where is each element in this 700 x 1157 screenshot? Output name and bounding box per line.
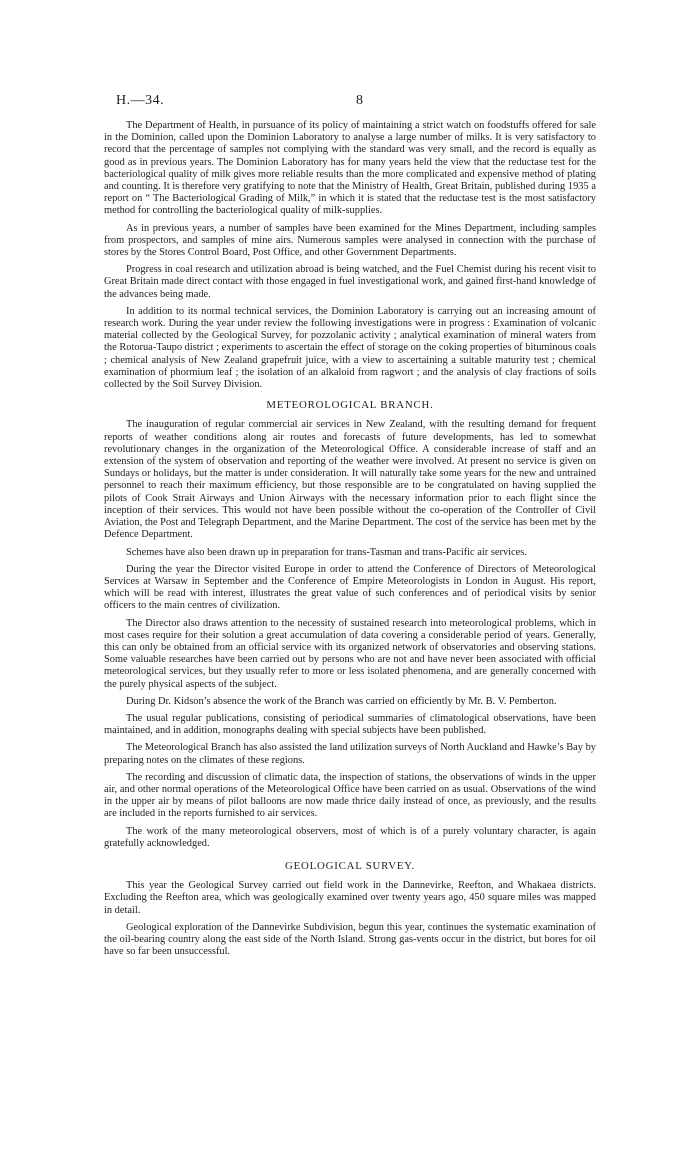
meteorological-section bbox=[104, 399, 596, 850]
document-body bbox=[104, 120, 596, 963]
intro-section bbox=[104, 120, 596, 391]
paragraph: The usual regular publications, consisting of periodical summaries of climatological observations, have been maintained, and in addition, monographs dealing with special subjects have been published. bbox=[104, 712, 596, 737]
paragraph: The work of the many meteorological observers, most of which is of a purely voluntary character, is again gratefully acknowledged. bbox=[104, 825, 596, 849]
paragraph: Progress in coal research and utilization abroad is being watched, and the Fuel Chemist during his recent visit to Great Britain made direct contact with those engaged in fuel investigational work, and gained first-hand knowledge of the advances being made. bbox=[104, 264, 596, 300]
paragraph: The inauguration of regular commercial air services in New Zealand, with the resulting demand for frequent reports of weather conditions along air routes and forecasts of future developments, has led to somewhat revolutionary changes in the organization of the Meteorological Office. A considerable increase of staff and an extension of the system of observation and reporting of the weather were involved. At present no service is given on Sundays or holidays, but the matter is under consideration. It will naturally take some years for the new and untrained personnel to reach their maximum efficiency, but those responsible are to be congratulated on having supplied the pilots of Cook Strait Airways and Union Airways with the necessary information prior to each flight since the inception of their services. This would not have been possible without the co-operation of the Controller of Civil Aviation, the Post and Telegraph Department, and the Marine Department. The cost of the service has been met by the Defence Department. bbox=[104, 419, 596, 541]
paragraph: As in previous years, a number of samples have been examined for the Mines Department, including samples from prospectors, and samples of mine airs. Numerous samples were analysed in connection with the purchase of stores by the Stores Control Board, Post Office, and other Government Departments. bbox=[104, 222, 596, 259]
geological-section bbox=[104, 860, 596, 958]
paragraph: In addition to its normal technical services, the Dominion Laboratory is carrying out an increasing amount of research work. During the year under review the following investigations were in progress : Examination of volcanic material collected by the Geological Survey, for pozzolanic activity ; analytical examination of mineral waters from the Rotorua-Taupo district ; experiments to ascertain the effect of storage on the coking properties of bituminous coals ; chemical analysis of New Zealand grapefruit juice, with a view to ascertaining a suitable maturity test ; chemical examination of phormium leaf ; the isolation of an alkaloid from ragwort ; and the analysis of clay fractions of soils collected by the Soil Survey Division. bbox=[104, 305, 596, 391]
paragraph: During Dr. Kidson’s absence the work of the Branch was carried on efficiently by Mr. B. V. Pemberton. bbox=[126, 695, 557, 707]
paragraph: This year the Geological Survey carried out field work in the Dannevirke, Reefton, and Whakaea districts. Excluding the Reefton area, which was geologically examined over twenty years ago, 450 square miles was mapped in detail. bbox=[104, 880, 596, 916]
page-header bbox=[116, 93, 594, 111]
paragraph: The Meteorological Branch has also assisted the land utilization surveys of North Auckland and Hawke’s Bay by preparing notes on the climates of these regions. bbox=[104, 742, 596, 766]
paragraph: Geological exploration of the Dannevirke Subdivision, begun this year, continues the systematic examination of the oil-bearing country along the east side of the North Island. Strong gas-vents occur in the district, but bores for oil have so far been unsuccessful. bbox=[104, 921, 596, 958]
page-number: 8 bbox=[356, 93, 364, 108]
paragraph: The Director also draws attention to the necessity of sustained research into meteorological problems, which in most cases require for their solution a great accumulation of data covering a considerable period of years. Generally, this can only be obtained from an official service with its organized network of observatories and observing stations. Some valuable researches have been carried out by persons who are not and have never been associated with official meteorological services, but they usually refer to more or less isolated phenomena, and are generally concerned with the purely physical aspects of the subject. bbox=[104, 617, 596, 690]
paragraph: During the year the Director visited Europe in order to attend the Conference of Directors of Meteorological Services at Warsaw in September and the Conference of Empire Meteorologists in London in August. His report, which will be read with interest, illustrates the great value of such conferences and of periodical visits by senior officers to the main centres of civilization. bbox=[104, 563, 596, 612]
section-heading: GEOLOGICAL SURVEY. bbox=[285, 859, 415, 872]
paragraph: Schemes have also been drawn up in preparation for trans-Tasman and trans-Pacific air services. bbox=[126, 546, 527, 558]
document-reference: H.—34. bbox=[116, 93, 165, 108]
paragraph: The recording and discussion of climatic data, the inspection of stations, the observations of winds in the upper air, and other normal operations of the Meteorological Office have been carried on as usual. Observations of the wind in the upper air by means of pilot balloons are now made thrice daily instead of once, as previously, and the results are included in the reports furnished to air services. bbox=[104, 771, 596, 820]
section-heading: METEOROLOGICAL BRANCH. bbox=[266, 399, 434, 412]
paragraph: The Department of Health, in pursuance of its policy of maintaining a strict watch on foodstuffs offered for sale in the Dominion, called upon the Dominion Laboratory to analyse a large number of milks. It is very satisfactory to record that the percentage of samples not complying with the standard was very small, and the record is equally as good as in previous years. The Dominion Laboratory has for many years held the view that the reductase test for the bacteriological quality of milk gives more reliable results than the more complicated and expensive method of plating and counting. It is therefore very gratifying to note that the Ministry of Health, Great Britain, published during 1935 a report on “ The Bacteriological Grading of Milk,” in which it is stated that the reductase test is the most satisfactory method for controlling the bacteriological quality of milk-supplies. bbox=[104, 120, 596, 217]
